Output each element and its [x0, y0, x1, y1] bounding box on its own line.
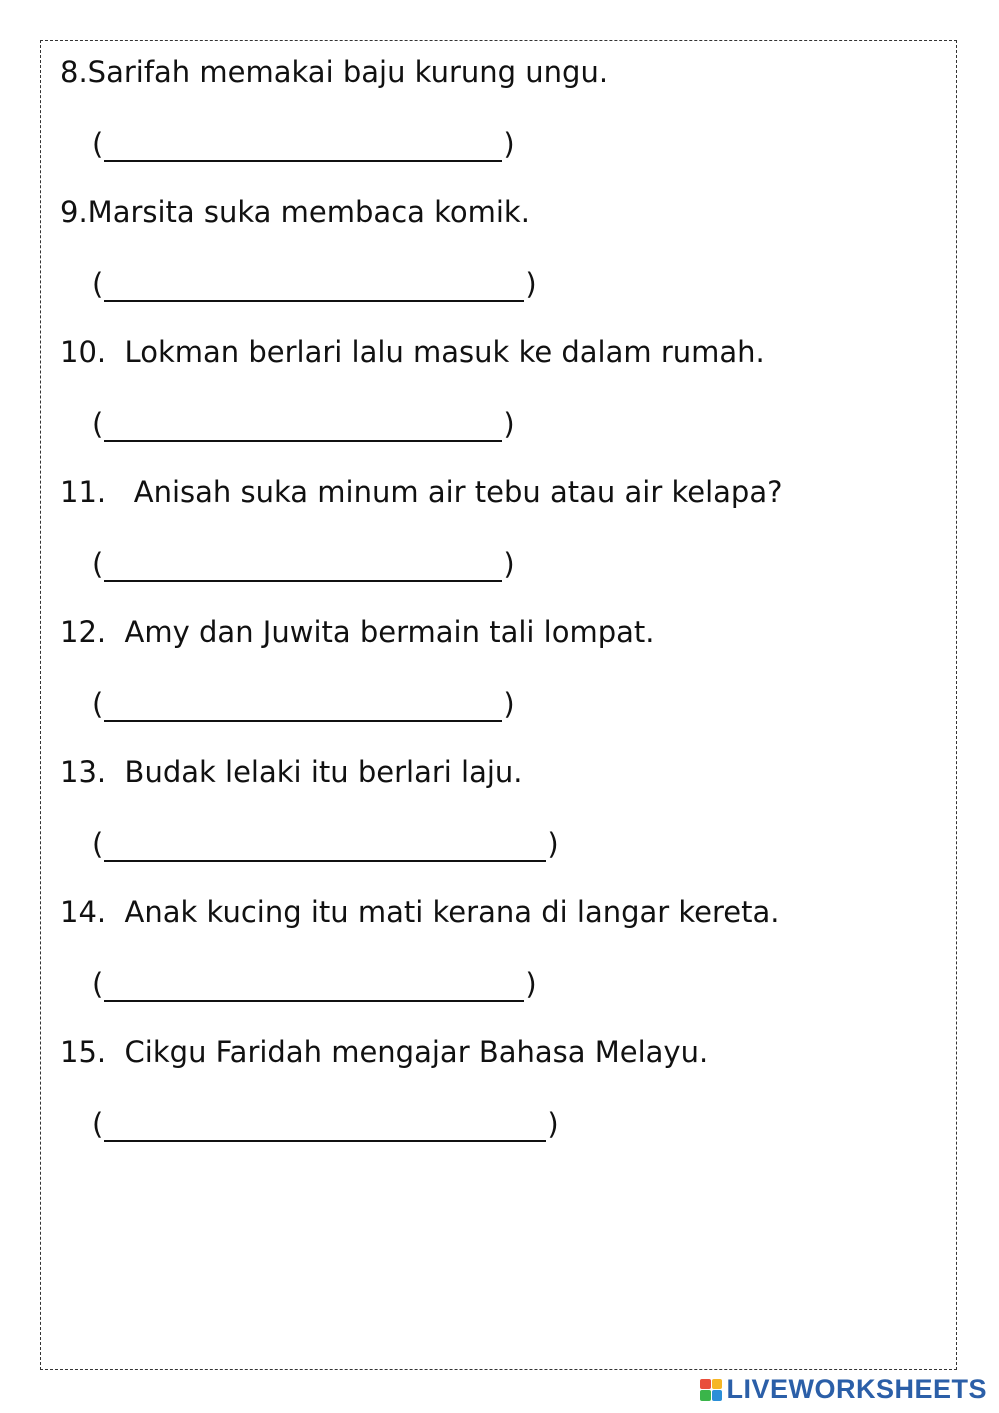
liveworksheets-logo-icon: [700, 1379, 722, 1401]
question-9-text: 9.Marsita suka membaca komik.: [60, 195, 530, 229]
logo-square-yellow: [712, 1379, 723, 1390]
answer-blank-14[interactable]: [92, 966, 537, 1002]
question-10-text: 10. Lokman berlari lalu masuk ke dalam rumah.: [60, 335, 765, 369]
blank-close-paren: ): [525, 267, 537, 301]
blank-line: [104, 416, 502, 442]
question-12-text: 12. Amy dan Juwita bermain tali lompat.: [60, 615, 655, 649]
blank-open-paren: (: [92, 827, 104, 861]
blank-open-paren: (: [92, 127, 104, 161]
blank-line: [104, 1116, 546, 1142]
blank-close-paren: ): [525, 967, 537, 1001]
blank-close-paren: ): [503, 687, 515, 721]
question-14-text: 14. Anak kucing itu mati kerana di langar kereta.: [60, 895, 780, 929]
answer-blank-12[interactable]: [92, 686, 515, 722]
blank-line: [104, 556, 502, 582]
blank-line: [104, 976, 524, 1002]
blank-line: [104, 696, 502, 722]
question-8-text: 8.Sarifah memakai baju kurung ungu.: [60, 55, 609, 89]
answer-blank-10[interactable]: [92, 406, 515, 442]
logo-square-red: [700, 1379, 711, 1390]
blank-close-paren: ): [503, 127, 515, 161]
blank-open-paren: (: [92, 1107, 104, 1141]
question-11-text: 11. Anisah suka minum air tebu atau air kelapa?: [60, 475, 783, 509]
blank-close-paren: ): [503, 407, 515, 441]
question-13-text: 13. Budak lelaki itu berlari laju.: [60, 755, 523, 789]
question-15-text: 15. Cikgu Faridah mengajar Bahasa Melayu.: [60, 1035, 709, 1069]
blank-open-paren: (: [92, 267, 104, 301]
blank-open-paren: (: [92, 967, 104, 1001]
liveworksheets-logo: [700, 1374, 987, 1405]
answer-blank-15[interactable]: [92, 1106, 559, 1142]
logo-square-green: [700, 1390, 711, 1401]
blank-line: [104, 836, 546, 862]
blank-open-paren: (: [92, 547, 104, 581]
blank-close-paren: ): [547, 827, 559, 861]
logo-square-blue: [712, 1390, 723, 1401]
blank-open-paren: (: [92, 407, 104, 441]
liveworksheets-logo-text: LIVEWORKSHEETS: [726, 1374, 987, 1404]
blank-open-paren: (: [92, 687, 104, 721]
answer-blank-13[interactable]: [92, 826, 559, 862]
answer-blank-11[interactable]: [92, 546, 515, 582]
blank-close-paren: ): [503, 547, 515, 581]
blank-close-paren: ): [547, 1107, 559, 1141]
answer-blank-9[interactable]: [92, 266, 537, 302]
answer-blank-8[interactable]: [92, 126, 515, 162]
blank-line: [104, 136, 502, 162]
blank-line: [104, 276, 524, 302]
